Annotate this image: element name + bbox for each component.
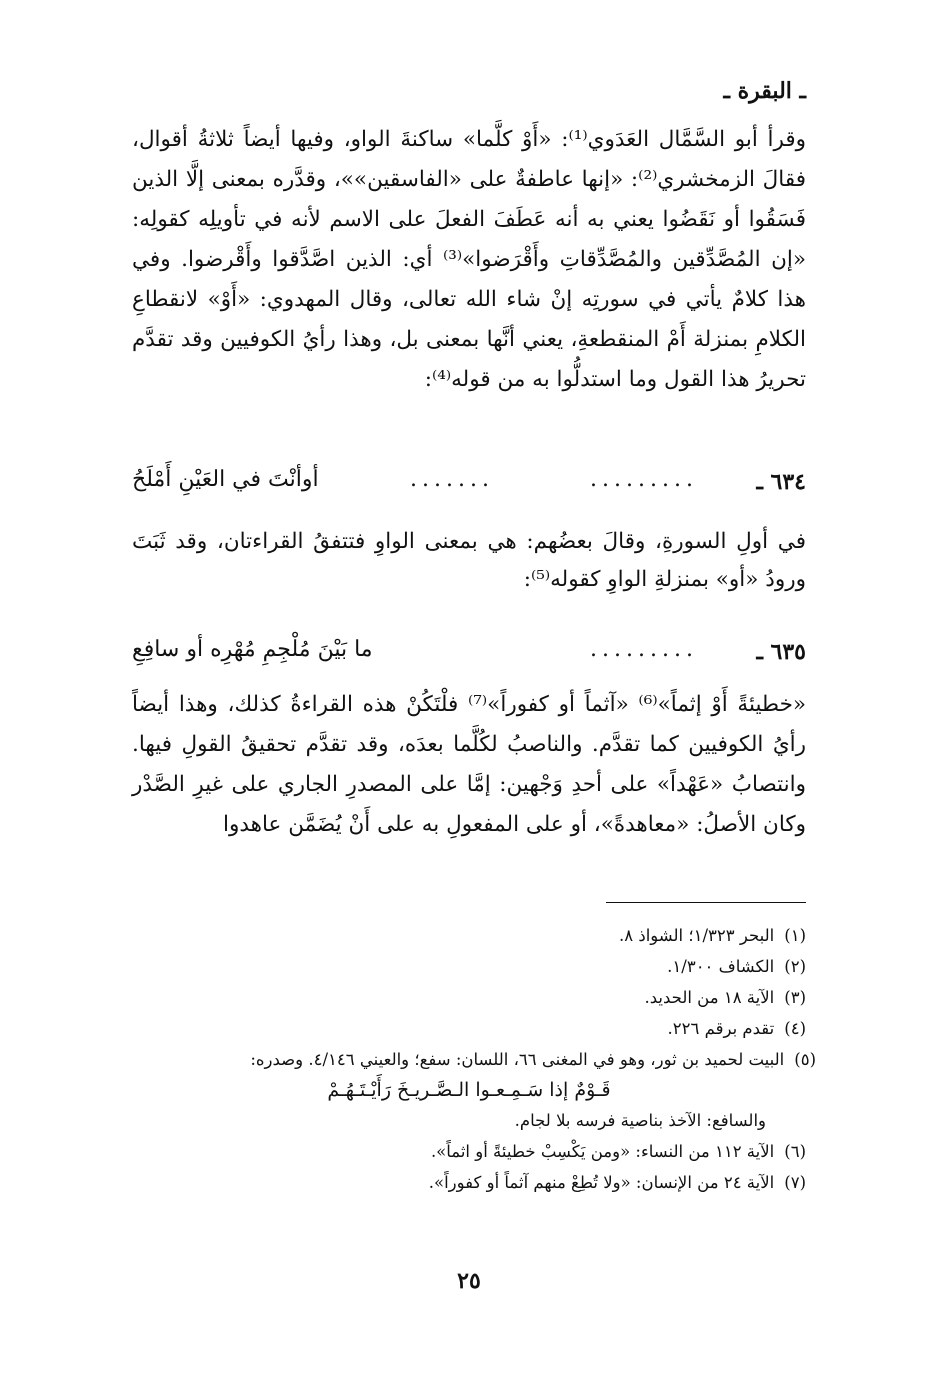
footnote-3: (٣)الآية ١٨ من الحديد. bbox=[644, 988, 806, 1007]
footnote-separator bbox=[606, 902, 806, 903]
footnotes bbox=[132, 920, 816, 1198]
verse-text: أوأنْتَ في العَيْنِ أَمْلَحُ bbox=[132, 467, 319, 492]
footnote-1: (١)البحر ١/٣٢٣؛ الشواذ ٨. bbox=[618, 926, 806, 945]
verse-634 bbox=[132, 465, 806, 505]
verse-ellipsis: ......... bbox=[590, 637, 698, 662]
page-number: ٢٥ bbox=[457, 1268, 481, 1294]
running-header: ـ البقرة ـ bbox=[723, 78, 806, 104]
verse-ellipsis: ....... bbox=[410, 467, 494, 492]
verse-number: ٦٣٥ ـ bbox=[756, 639, 806, 665]
footnote-7: (٧)الآية ٢٤ من الإنسان: «ولا تُطِعْ منهم آثماً أو كفوراً». bbox=[428, 1173, 806, 1192]
footnote-6: (٦)الآية ١١٢ من النساء: «ومن يَكْسِبْ خطيئةً أو اثماً». bbox=[430, 1142, 806, 1161]
verse-number: ٦٣٤ ـ bbox=[756, 469, 806, 495]
footnote-4: (٤)تقدم برقم ٢٢٦. bbox=[667, 1019, 806, 1038]
paragraph-2: في أولِ السورةِ، وقالَ بعضُهم: هي بمعنى الواوِ فتتفقُ القراءتان، وقد ثَبَتَ ورودُ «أو» بمنزلةِ الواوِ كقوله⁽⁵⁾: bbox=[132, 529, 806, 592]
footnote-5-verse: قَـوْمٌ إذا سَـمِـعـوا الـصَّـريـخَ رَأَيْـتَـهُـمْ bbox=[327, 1079, 611, 1101]
footnote-5: (٥)البيت لحميد بن ثور، وهو في المغنى ٦٦، اللسان: سفع؛ والعيني ٤/١٤٦. وصدره: bbox=[250, 1050, 816, 1069]
verse-text: ما بَيْنَ مُلْجِمِ مُهْرِه أو سافِعِ bbox=[132, 637, 373, 662]
verse-635 bbox=[132, 635, 806, 675]
paragraph-3: «خطيئةً أَوْ إثماً»⁽⁶⁾ «آثماً أو كفوراً»⁽⁷⁾ فلْتَكُنْ هذه القراءةُ كذلك، وهذا أيضاً رأيُ الكوفيين كما تقدَّم. والناصبُ لكُلَّما بعدَه، وقد تقدَّم تحقيقُ القولِ فيها. وانتصابُ «عَهْداً» على أحدِ وَجْهين: إمَّا على المصدرِ الجاري على غيرِ الصَّدْر وكان الأصلُ: «معاهدةً»، أو على المفعولِ به على أَنْ يُضَمَّن عاهدوا bbox=[132, 692, 807, 837]
paragraph-1: وقرأ أبو السَّمَّال العَدَوي⁽¹⁾: «أَوْ كلَّما» ساكنةَ الواو، وفيها أيضاً ثلاثةُ أقوال، فقالَ الزمخشري⁽²⁾: «إنها عاطفةٌ على «الفاسقين»»، وقدَّره بمعنى إلَّا الذين فَسَقُوا أو نَقَضُوا يعني به أنه عَطَفَ الفعلَ على الاسم لأنه في تأويلِه كقولِه: «إن المُصَّدِّقين والمُصَّدِّقاتِ وأَقْرَضوا»⁽³⁾ أي: الذين اصَّدَّقوا وأَقْرضوا. وفي هذا كلامٌ يأتي في سورتِه إنْ شاء الله تعالى، وقال المهدوي: «أَوْ» لانقطاعِ الكلامِ بمنزلة أَمْ المنقطعةِ، يعني أنَّها بمعنى بل، وهذا رأيُ الكوفيين وقد تقدَّم تحريرُ هذا القول وما استدلُّوا به من قوله⁽⁴⁾: bbox=[132, 127, 807, 392]
verse-ellipsis: ......... bbox=[590, 467, 698, 492]
footnote-2: (٢)الكشاف ١/٣٠٠. bbox=[667, 957, 806, 976]
footnote-5-gloss: والسافع: الآخذ بناصية فرسه بلا لجام. bbox=[514, 1111, 766, 1130]
